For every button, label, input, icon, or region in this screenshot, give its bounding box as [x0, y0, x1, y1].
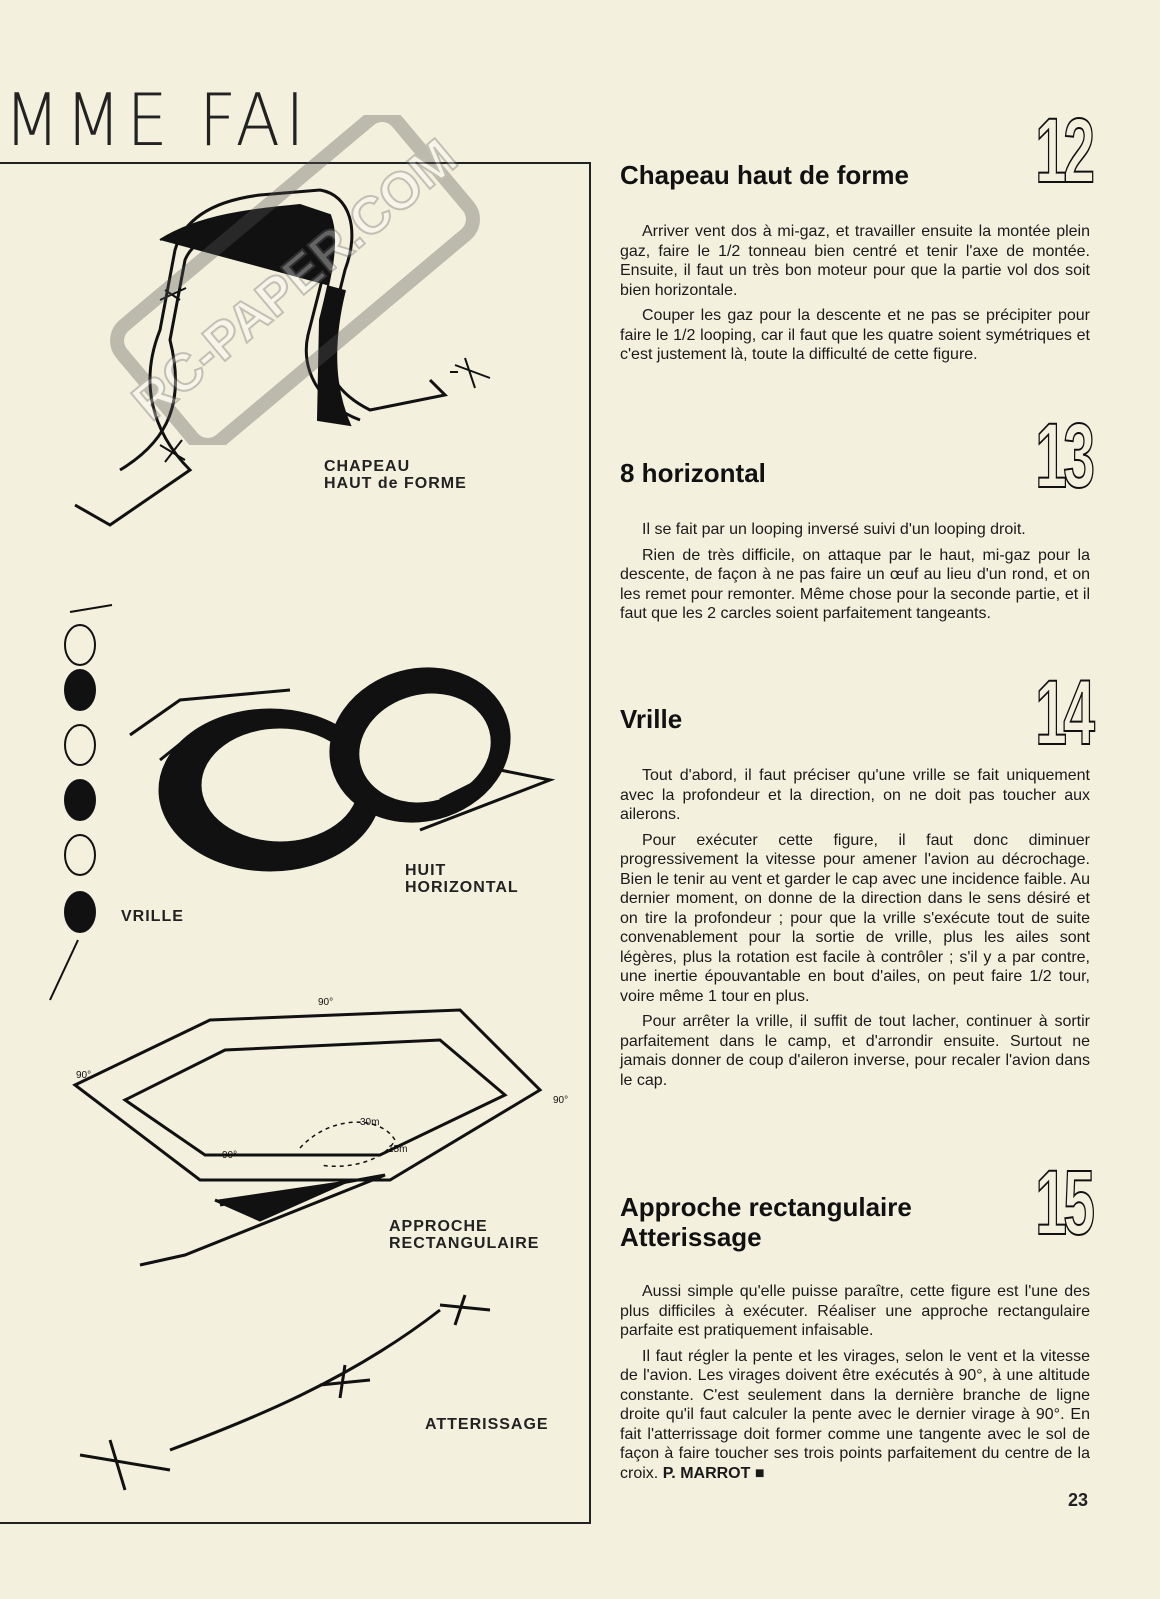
label-chapeau-line1: CHAPEAU	[324, 458, 411, 475]
distance-label-30m: 30m	[360, 1117, 380, 1128]
label-huit-line2: HORIZONTAL	[405, 879, 519, 896]
section-title-15	[620, 1192, 912, 1252]
section-title-14: Vrille	[620, 704, 683, 734]
label-approche-line2: RECTANGULAIRE	[389, 1235, 540, 1252]
paragraph: Tout d'abord, il faut préciser qu'une vrille se fait uniquement avec la profondeur et la direction, on ne doit pas toucher aux ailerons.	[620, 767, 1090, 823]
paragraph-text: Il faut régler la pente et les virages, selon le vent et la vitesse de l'avion. Les virages doivent être exécutés à 90°, à une altitude constante. C'est seulement dans la dernière branche de ligne droite qu'il faut calculer la pente avec le dernier virage à 90°. En fait l'atterrissage doit former comme une tangente avec le sol de façon à faire toucher ses trois points parfaitement du centre de la croix.	[620, 1347, 1090, 1482]
paragraph: Il se fait par un looping inversé suivi d'un looping droit.	[642, 521, 1026, 538]
angle-label-bottom: 90°	[222, 1150, 238, 1161]
label-huit-line1: HUIT	[405, 862, 447, 879]
author-signature: P. MARROT ■	[662, 1464, 765, 1482]
label-approche	[389, 1218, 539, 1252]
angle-label-top: 90°	[318, 997, 334, 1008]
huit-figure	[130, 649, 550, 870]
page-number: 23	[1068, 1490, 1089, 1510]
section-body-13	[620, 520, 1090, 630]
watermark-text: RC-PAPER.COM	[121, 128, 469, 432]
section-body-12	[620, 222, 1090, 371]
section-body-15	[620, 1282, 1090, 1489]
angle-label-right: 90°	[553, 1095, 569, 1106]
section-title-15-line2: Atterissage	[620, 1222, 762, 1252]
paragraph: Rien de très difficile, on attaque par le haut, mi-gaz pour la descente, de façon à ne pas faire un œuf au lieu d'un rond, et on les remet pour remonter. Même chose pour la seconde partie, et il faut que les 2 carcles soient parfaitement tangeants.	[620, 546, 1090, 622]
atterrissage-figure	[80, 1295, 490, 1490]
label-chapeau-line2: HAUT de FORME	[324, 475, 467, 492]
page-header-title: MME FAI	[4, 78, 310, 162]
section-title-13: 8 horizontal	[620, 458, 766, 488]
label-atterrissage: ATTERISSAGE	[425, 1416, 549, 1433]
section-title-15-line1: Approche rectangulaire	[620, 1192, 912, 1222]
distance-label-15m: 15m	[388, 1144, 408, 1155]
section-number-12: 12	[1035, 100, 1092, 202]
vrille-figure	[50, 605, 112, 1000]
label-chapeau	[324, 458, 467, 492]
angle-label-left: 90°	[76, 1070, 92, 1081]
label-vrille: VRILLE	[121, 908, 184, 925]
section-body-14	[620, 766, 1090, 1096]
label-huit	[405, 862, 519, 896]
paragraph: Pour exécuter cette figure, il faut donc diminuer progressivement la vitesse pour amener l'avion au décrochage. Bien le tenir au vent et garder le cap avec une incidence faible. Au dernier moment, on donne de la direction dans le sens désiré et on tire la profondeur ; pour que la vrille s'exécute tout de suite convenablement pour la sortie de vrille, plus les ailes sont légères, plus la rotation est facile à contrôler ; s'il y a par contre, une inertie épouvantable en bout d'ailes, on peut faire 1/2 tour, voire même 1 tour en plus.	[620, 831, 1090, 1005]
label-approche-line1: APPROCHE	[389, 1218, 488, 1235]
section-title-12: Chapeau haut de forme	[620, 160, 909, 190]
paragraph: Couper les gaz pour la descente et ne pas se précipiter pour faire le 1/2 looping, car il faut que les quatre soient symétriques et c'est justement là, toute la difficulté de cette figure.	[620, 307, 1090, 363]
section-number-13: 13	[1035, 405, 1092, 507]
section-number-15: 15	[1035, 1152, 1092, 1254]
paragraph: Aussi simple qu'elle puisse paraître, cette figure est l'une des plus difficiles à exécuter. Réaliser une approche rectangulaire parfaite est pratiquement infaisable.	[620, 1283, 1090, 1339]
paragraph: Arriver vent dos à mi-gaz, et travailler ensuite la montée plein gaz, faire le 1/2 tonneau bien centré et tenir l'axe de montée. Ensuite, il faut un très bon moteur pour que la partie vol dos soit bien horizontale.	[620, 223, 1090, 299]
paragraph	[620, 1347, 1090, 1484]
paragraph: Pour arrêter la vrille, il suffit de tout lacher, continuer à sortir parfaitement dans le camp, et d'arrondir ensuite. Surtout ne jamais donner de coup d'aileron inverse, pour recaler l'avion dans le cap.	[620, 1013, 1090, 1089]
section-number-14: 14	[1035, 662, 1092, 764]
aerobatics-illustrations	[0, 0, 600, 1530]
